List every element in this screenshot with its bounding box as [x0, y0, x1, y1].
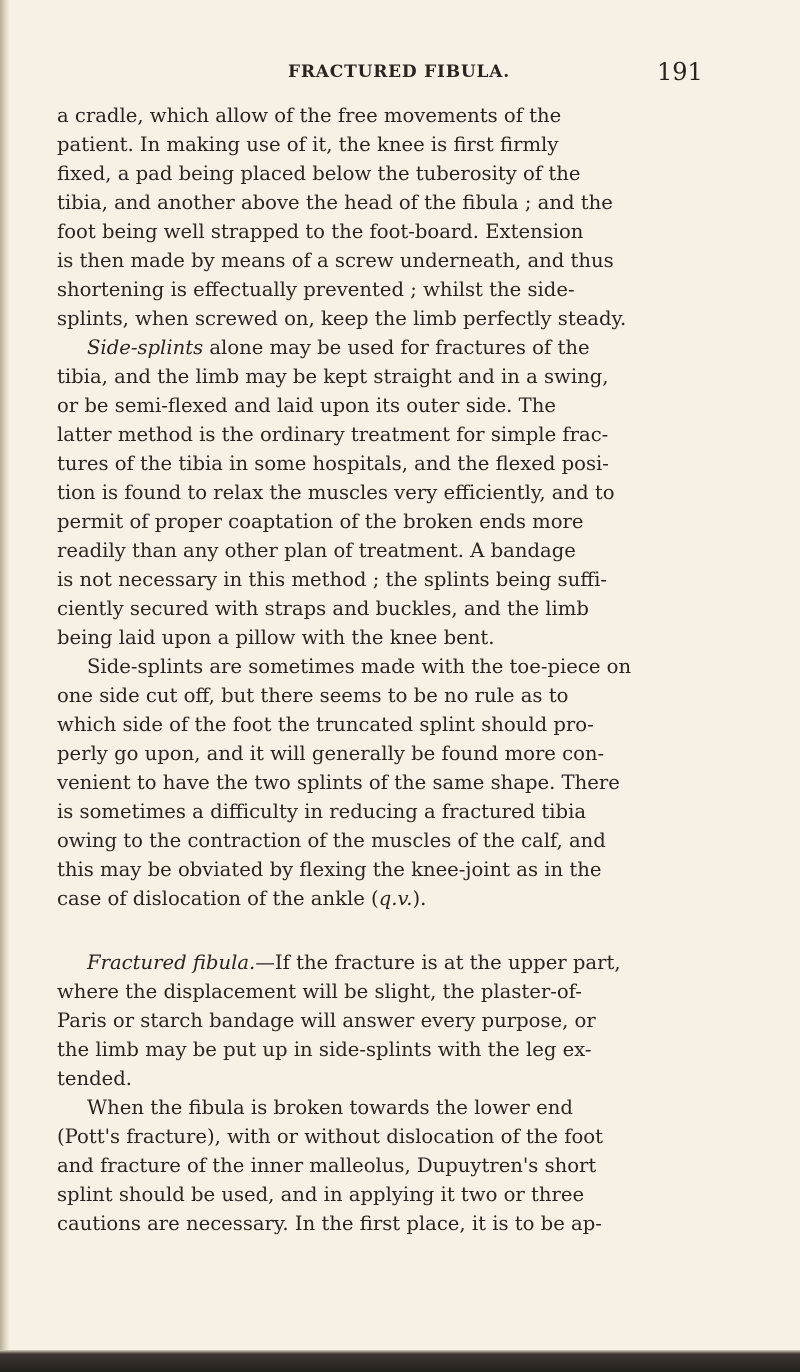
text-line: the limb may be put up in side-splints with the leg ex-: [57, 1038, 592, 1061]
text-line: shortening is effectually prevented ; whilst the side-: [57, 278, 575, 301]
line-start: case of dislocation of the ankle (: [57, 887, 379, 910]
text-line: When the fibula is broken towards the lower end: [87, 1096, 573, 1119]
text-line: cautions are necessary. In the first place, it is to be ap-: [57, 1212, 602, 1235]
text-line: tended.: [57, 1067, 132, 1090]
text-line: fixed, a pad being placed below the tuberosity of the: [57, 162, 581, 185]
text-line: this may be obviated by flexing the knee-joint as in the: [57, 858, 602, 881]
text-line: is not necessary in this method ; the splints being suffi-: [57, 568, 608, 591]
text-line: foot being well strapped to the foot-board. Extension: [57, 220, 584, 243]
text-line: [57, 948, 737, 977]
text-line: is then made by means of a screw underneath, and thus: [57, 249, 614, 272]
text-line: being laid upon a pillow with the knee bent.: [57, 626, 495, 649]
text-line: one side cut off, but there seems to be no rule as to: [57, 684, 569, 707]
text-line: Paris or starch bandage will answer every purpose, or: [57, 1009, 596, 1032]
text-line: [57, 884, 737, 913]
text-line: venient to have the two splints of the same shape. There: [57, 771, 620, 794]
scan-bottom-edge: [0, 1350, 800, 1372]
line-end: ).: [412, 887, 427, 910]
text-line: patient. In making use of it, the knee is first firmly: [57, 133, 559, 156]
section-heading: Fractured fibula.: [87, 951, 256, 974]
text-line: splints, when screwed on, keep the limb perfectly steady.: [57, 307, 627, 330]
text-line: permit of proper coaptation of the broken ends more: [57, 510, 584, 533]
body-text: [57, 101, 737, 1238]
text-line: and fracture of the inner malleolus, Dupuytren's short: [57, 1154, 597, 1177]
text-line: latter method is the ordinary treatment for simple frac-: [57, 423, 609, 446]
text-line: tures of the tibia in some hospitals, and the flexed posi-: [57, 452, 609, 475]
text-line: tion is found to relax the muscles very efficiently, and to: [57, 481, 615, 504]
text-line: where the displacement will be slight, the plaster-of-: [57, 980, 582, 1003]
italic-lead: Side-splints: [87, 336, 204, 359]
text-line: (Pott's fracture), with or without dislocation of the foot: [57, 1125, 603, 1148]
text-line: is sometimes a difficulty in reducing a fractured tibia: [57, 800, 587, 823]
text-line: a cradle, which allow of the free movements of the: [57, 104, 562, 127]
text-line: tibia, and the limb may be kept straight and in a swing,: [57, 365, 609, 388]
text-line: tibia, and another above the head of the fibula ; and the: [57, 191, 613, 214]
text-line: Side-splints are sometimes made with the toe-piece on: [87, 655, 632, 678]
text-line: readily than any other plan of treatment. A bandage: [57, 539, 576, 562]
paragraph-gap: [57, 913, 737, 948]
text-line: which side of the foot the truncated splint should pro-: [57, 713, 594, 736]
text-line: owing to the contraction of the muscles of the calf, and: [57, 829, 606, 852]
reference-abbrev: q.v.: [378, 887, 413, 910]
page-number: 191: [657, 58, 703, 86]
line-rest: —If the fracture is at the upper part,: [255, 951, 621, 974]
text-line: [57, 333, 737, 362]
text-line: perly go upon, and it will generally be found more con-: [57, 742, 605, 765]
line-rest: alone may be used for fractures of the: [203, 336, 590, 359]
text-line: splint should be used, and in applying it two or three: [57, 1183, 585, 1206]
text-line: ciently secured with straps and buckles, and the limb: [57, 597, 589, 620]
running-title: FRACTURED FIBULA.: [288, 62, 511, 82]
text-line: or be semi-flexed and laid upon its outer side. The: [57, 394, 556, 417]
